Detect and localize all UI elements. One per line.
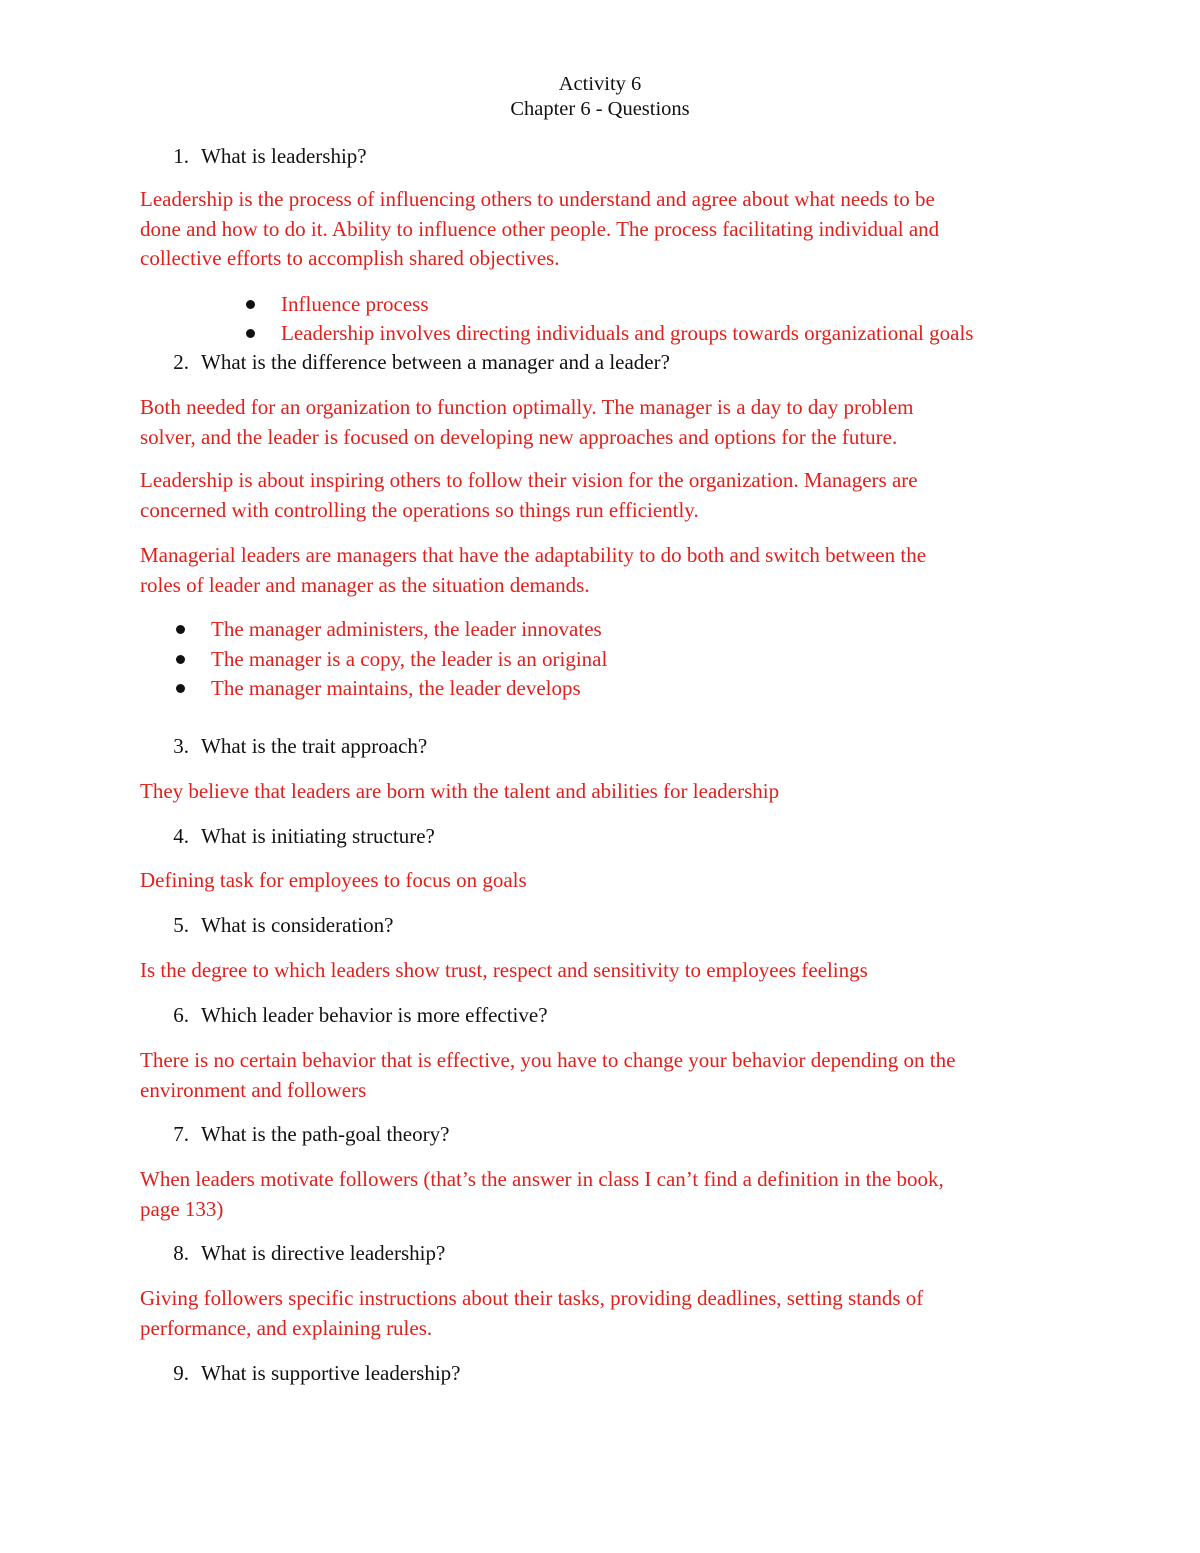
document-subtitle: Chapter 6 - Questions — [510, 98, 690, 120]
question-number: 1. — [173, 144, 189, 168]
question-text: What is supportive leadership? — [201, 1361, 461, 1385]
bullet-dot-icon — [176, 655, 185, 664]
bullet-item — [246, 319, 1106, 348]
question-text: What is leadership? — [201, 144, 367, 168]
answer-3 — [140, 777, 1070, 807]
question-2 — [165, 348, 1065, 376]
question-number: 2. — [173, 350, 189, 374]
bullet-text: Leadership involves directing individuals and groups towards organizational goals — [281, 321, 974, 345]
question-5 — [165, 911, 1065, 939]
bullet-item — [176, 645, 1076, 674]
answer-line: Defining task for employees to focus on goals — [140, 868, 527, 892]
answer-8 — [140, 1284, 1070, 1343]
answer-5 — [140, 956, 1070, 986]
question-3 — [165, 732, 1065, 760]
bullet-text: The manager administers, the leader innovates — [211, 617, 602, 641]
question-9 — [165, 1359, 1065, 1387]
answer-line: When leaders motivate followers (that’s the answer in class I can’t find a definition in the book, — [140, 1167, 944, 1191]
bullet-item — [246, 290, 1106, 319]
answer-line: Giving followers specific instructions about their tasks, providing deadlines, setting stands of — [140, 1286, 924, 1310]
question-number: 6. — [173, 1003, 189, 1027]
answer-4 — [140, 866, 1070, 896]
answer-line: Managerial leaders are managers that have the adaptability to do both and switch between the — [140, 543, 927, 567]
answer-7 — [140, 1165, 1070, 1224]
answer-2a — [140, 393, 1070, 452]
question-number: 5. — [173, 913, 189, 937]
question-text: What is the path-goal theory? — [201, 1122, 450, 1146]
answer-line: concerned with controlling the operations so things run efficiently. — [140, 497, 699, 522]
answer-line: Leadership is about inspiring others to follow their vision for the organization. Managers are — [140, 468, 918, 492]
answer-line: page 133) — [140, 1196, 224, 1221]
question-text: Which leader behavior is more effective? — [201, 1003, 548, 1027]
answer-line: Both needed for an organization to function optimally. The manager is a day to day problem — [140, 395, 914, 419]
bullet-text: Influence process — [281, 292, 429, 316]
bullet-dot-icon — [246, 300, 255, 309]
question-6 — [165, 1001, 1065, 1029]
question-4 — [165, 822, 1065, 850]
answer-1 — [140, 185, 1070, 274]
answer-line: Leadership is the process of influencing others to understand and agree about what needs to be — [140, 187, 935, 211]
answer-line: There is no certain behavior that is effective, you have to change your behavior depending on the — [140, 1048, 956, 1072]
answer-2c — [140, 541, 1070, 600]
answer-line: environment and followers — [140, 1077, 367, 1102]
question-number: 3. — [173, 734, 189, 758]
answer-line: done and how to do it. Ability to influence other people. The process facilitating individual and — [140, 216, 940, 241]
answer-line: collective efforts to accomplish shared objectives. — [140, 246, 560, 270]
answer-line: performance, and explaining rules. — [140, 1315, 433, 1340]
question-number: 4. — [173, 824, 189, 848]
bullet-item — [176, 615, 1076, 644]
bullet-dot-icon — [246, 329, 255, 338]
answer-line: roles of leader and manager as the situation demands. — [140, 572, 590, 597]
answer-line: Is the degree to which leaders show trust, respect and sensitivity to employees feelings — [140, 958, 868, 982]
bullet-text: The manager is a copy, the leader is an original — [211, 647, 608, 671]
answer-6 — [140, 1046, 1070, 1105]
answer-line: solver, and the leader is focused on developing new approaches and options for the future. — [140, 424, 898, 449]
bullet-dot-icon — [176, 684, 185, 693]
question-number: 8. — [173, 1241, 189, 1265]
question-1 — [165, 142, 1065, 170]
document-title: Activity 6 — [558, 73, 642, 95]
bullet-item — [176, 674, 1076, 703]
question-text: What is directive leadership? — [201, 1241, 446, 1265]
question-text: What is the difference between a manager and a leader? — [201, 350, 670, 374]
question-8 — [165, 1239, 1065, 1267]
question-text: What is initiating structure? — [201, 824, 435, 848]
bullet-text: The manager maintains, the leader develops — [211, 676, 581, 700]
question-7 — [165, 1120, 1065, 1148]
question-number: 9. — [173, 1361, 189, 1385]
bullet-dot-icon — [176, 625, 185, 634]
question-text: What is the trait approach? — [201, 734, 428, 758]
question-number: 7. — [173, 1122, 189, 1146]
answer-line: They believe that leaders are born with the talent and abilities for leadership — [140, 779, 780, 803]
answer-2b — [140, 466, 1070, 525]
question-text: What is consideration? — [201, 913, 394, 937]
